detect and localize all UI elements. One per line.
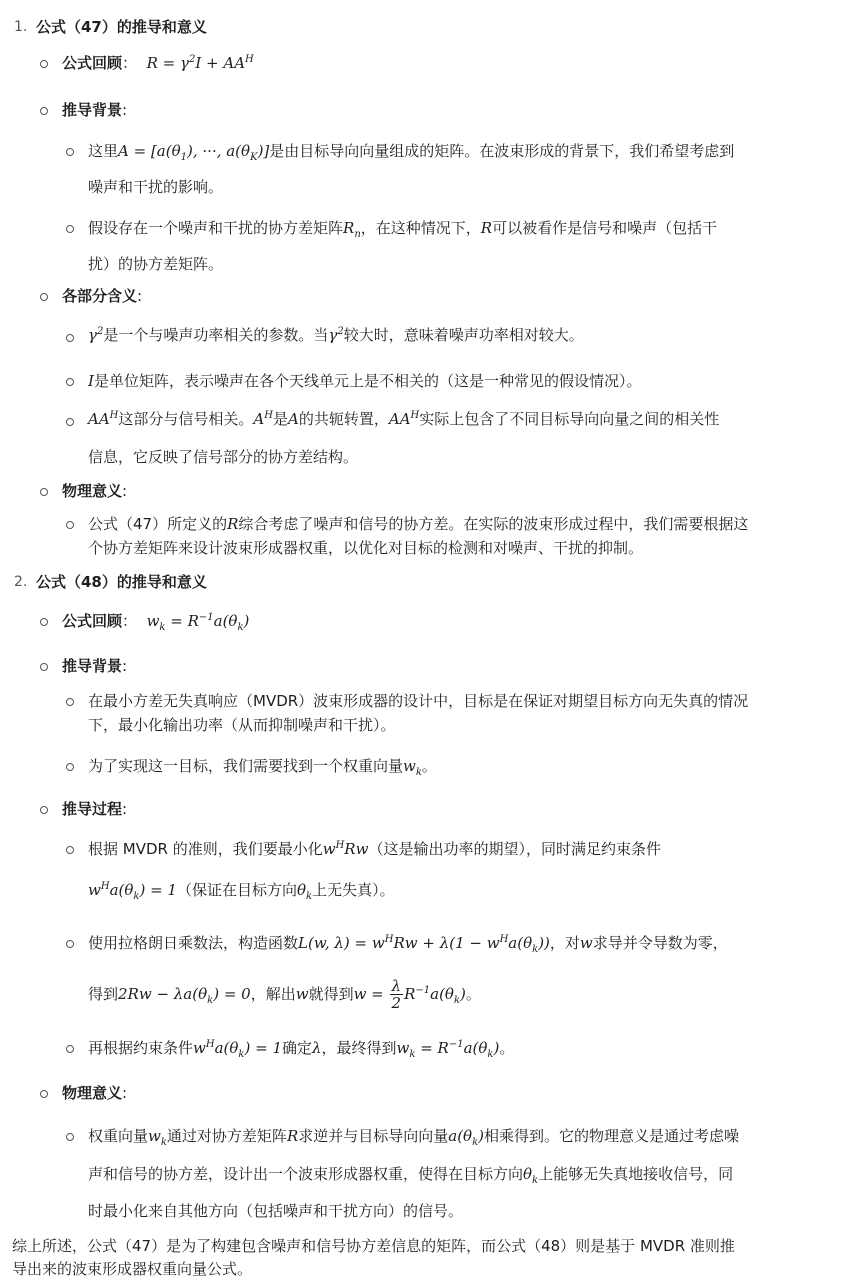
- s1-recall: 公式回顾： $R = \gamma^2I + AA^H$: [62, 54, 254, 72]
- s2-b1-line2: 下，最小化输出功率（从而抑制噪声和干扰）。: [88, 716, 396, 734]
- bullet: [40, 1090, 48, 1098]
- section-1-title: 公式（47）的推导和意义: [36, 18, 207, 36]
- s2-phys-label: 物理意义:: [62, 1084, 128, 1102]
- bullet: [66, 940, 74, 948]
- s1-d1: 这里$A = [a(\theta_1)$, ···, $a(\theta_K)$]是由目标导向向量组成的矩阵。在波束形成的背景下，我们希望考虑到: [88, 142, 735, 163]
- s1-p1: $\gamma^2$是一个与噪声功率相关的参数。当$\gamma^2$较大时，意味着噪声功率相对较大。: [88, 326, 584, 344]
- s2-q1: 根据 MVDR 的准则，我们要最小化$w^HRw$（这是输出功率的期望），同时满足约束条件: [88, 840, 661, 858]
- s2-recall: 公式回顾： $w_k = R^{-1}a(\theta_k)$: [62, 612, 250, 633]
- summary-line-1: 综上所述，公式（47）是为了构建包含噪声和信号协方差信息的矩阵，而公式（48）则是基于 MVDR 准则推: [12, 1237, 735, 1255]
- list-number-2: 2.: [14, 574, 28, 590]
- bullet: [40, 806, 48, 814]
- section-2-title: 公式（48）的推导和意义: [36, 573, 207, 591]
- bullet: [40, 488, 48, 496]
- bullet: [40, 663, 48, 671]
- bullet: [40, 293, 48, 301]
- bullet: [66, 1133, 74, 1141]
- s1-p2: I是单位矩阵，表示噪声在各个天线单元上是不相关的（这是一种常见的假设情况）。: [88, 372, 642, 390]
- s2-q3: 再根据约束条件$w^Ha(\theta_k) = 1$确定λ，最终得到$w_k = R^{-1}a(\theta_k)$。: [88, 1039, 515, 1060]
- formula-47: $R = \gamma^2I + AA^H$: [141, 54, 254, 72]
- summary-line-2: 导出来的波束形成器权重向量公式。: [12, 1260, 253, 1278]
- s2-b1: 在最小方差无失真响应（MVDR）波束形成器的设计中，目标是在保证对期望目标方向无失真的情况: [88, 692, 749, 710]
- s2-r: 权重向量$w_k$通过对协方差矩阵R求逆并与目标导向向量$a(\theta_k)$相乘得到。它的物理意义是通过考虑噪: [88, 1127, 740, 1148]
- s1-meaning-label: 各部分含义:: [62, 287, 143, 305]
- s2-q1-line2: $w^Ha(\theta_k) = 1$（保证在目标方向$\theta_k$上无失真）。: [88, 881, 395, 902]
- bullet: [66, 846, 74, 854]
- s2-q2-line2: 得到$2Rw - \lambda a(\theta_k) = 0$，解出w就得到w = $\frac{\lambda}{2}$ $R^{-1}a(\theta_k)$。: [88, 977, 481, 1012]
- bullet: [40, 618, 48, 626]
- s1-derivation-label: 推导背景:: [62, 101, 128, 119]
- bullet: [66, 521, 74, 529]
- s1-p3-line2: 信息，它反映了信号部分的协方差结构。: [88, 448, 359, 466]
- s1-d2: 假设存在一个噪声和干扰的协方差矩阵$R_n$，在这种情况下，R可以被看作是信号和噪声（包括干: [88, 219, 718, 240]
- bullet: [66, 334, 74, 342]
- s1-d2-line2: 扰）的协方差矩阵。: [88, 255, 224, 273]
- formula-48: $w_k = R^{-1}a(\theta_k)$: [141, 612, 250, 633]
- bullet: [66, 148, 74, 156]
- s2-r-line2: 声和信号的协方差，设计出一个波束形成器权重，使得在目标方向$\theta_k$上能够无失真地接收信号，同: [88, 1165, 734, 1186]
- s2-process-label: 推导过程:: [62, 800, 128, 818]
- list-number-1: 1.: [14, 19, 28, 35]
- bullet: [66, 763, 74, 771]
- bullet: [66, 418, 74, 426]
- bullet: [66, 225, 74, 233]
- bullet: [40, 107, 48, 115]
- s2-derivation-label: 推导背景:: [62, 657, 128, 675]
- s1-phys-label: 物理意义:: [62, 482, 128, 500]
- s1-d1-line2: 噪声和干扰的影响。: [88, 178, 224, 196]
- s1-p3: $AA^H$这部分与信号相关。$A^H$是A的共轭转置，$AA^H$实际上包含了不同目标导向向量之间的相关性: [88, 410, 720, 428]
- s2-b2: 为了实现这一目标，我们需要找到一个权重向量$w_k$。: [88, 757, 437, 778]
- bullet: [40, 60, 48, 68]
- s1-ph-line2: 个协方差矩阵来设计波束形成器权重，以优化对目标的检测和对噪声、干扰的抑制。: [88, 539, 644, 557]
- bullet: [66, 698, 74, 706]
- s2-q2: 使用拉格朗日乘数法，构造函数L(w, $\lambda) = w^HRw + \lambda(1 - w^Ha(\theta_k))$，对w求导并令导数为零，: [88, 934, 728, 955]
- bullet: [66, 378, 74, 386]
- s2-r-line3: 时最小化来自其他方向（包括噪声和干扰方向）的信号。: [88, 1202, 464, 1220]
- s1-ph: 公式（47）所定义的R综合考虑了噪声和信号的协方差。在实际的波束形成过程中，我们需要根据这: [88, 515, 749, 533]
- bullet: [66, 1045, 74, 1053]
